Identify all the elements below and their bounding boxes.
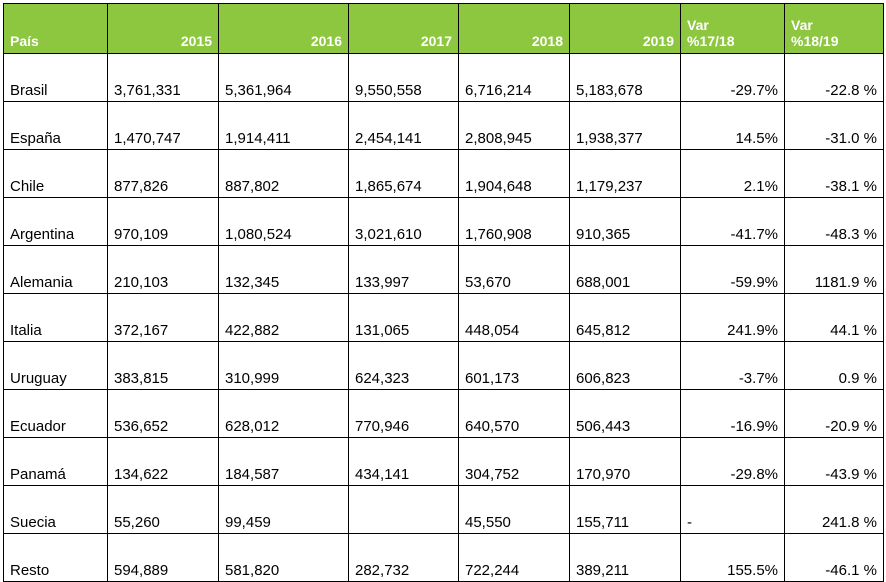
cell-value-2016: 422,882 — [219, 294, 349, 342]
cell-value-2015: 594,889 — [108, 534, 219, 582]
cell-value-2016: 887,802 — [219, 150, 349, 198]
cell-value-2018: 722,244 — [459, 534, 570, 582]
cell-var-17-18: -16.9% — [681, 390, 785, 438]
cell-var-17-18: 2.1% — [681, 150, 785, 198]
cell-var-18-19: -31.0 % — [785, 102, 884, 150]
cell-value-2019: 506,443 — [570, 390, 681, 438]
cell-var-18-19: -48.3 % — [785, 198, 884, 246]
cell-value-2018: 304,752 — [459, 438, 570, 486]
header-year-2018: 2018 — [459, 4, 570, 54]
cell-value-2016: 5,361,964 — [219, 54, 349, 102]
cell-country: Resto — [4, 534, 108, 582]
cell-var-18-19: -20.9 % — [785, 390, 884, 438]
cell-var-17-18: -59.9% — [681, 246, 785, 294]
cell-var-18-19: 0.9 % — [785, 342, 884, 390]
cell-value-2015: 383,815 — [108, 342, 219, 390]
cell-value-2019: 5,183,678 — [570, 54, 681, 102]
cell-country: Brasil — [4, 54, 108, 102]
cell-country: Panamá — [4, 438, 108, 486]
table-row — [4, 294, 884, 342]
cell-value-2017: 131,065 — [349, 294, 459, 342]
header-var-17-18-line2: %17/18 — [687, 33, 735, 49]
cell-value-2019: 389,211 — [570, 534, 681, 582]
cell-value-2015: 210,103 — [108, 246, 219, 294]
cell-value-2018: 1,904,648 — [459, 150, 570, 198]
cell-value-2019: 645,812 — [570, 294, 681, 342]
cell-value-2017: 9,550,558 — [349, 54, 459, 102]
header-var-18-19 — [785, 4, 884, 54]
cell-value-2017: 434,141 — [349, 438, 459, 486]
cell-value-2016: 310,999 — [219, 342, 349, 390]
table-row — [4, 198, 884, 246]
cell-value-2015: 877,826 — [108, 150, 219, 198]
cell-var-18-19: -46.1 % — [785, 534, 884, 582]
header-year-2019: 2019 — [570, 4, 681, 54]
cell-country: Italia — [4, 294, 108, 342]
cell-value-2015: 1,470,747 — [108, 102, 219, 150]
cell-value-2017: 2,454,141 — [349, 102, 459, 150]
header-var-18-19-line1: Var — [791, 17, 813, 33]
cell-value-2017: 1,865,674 — [349, 150, 459, 198]
header-var-18-19-line2: %18/19 — [791, 33, 839, 49]
table-row — [4, 486, 884, 534]
cell-value-2019: 910,365 — [570, 198, 681, 246]
cell-value-2018: 53,670 — [459, 246, 570, 294]
table-row — [4, 438, 884, 486]
cell-value-2019: 1,179,237 — [570, 150, 681, 198]
table-row — [4, 102, 884, 150]
cell-var-17-18: -3.7% — [681, 342, 785, 390]
cell-value-2016: 132,345 — [219, 246, 349, 294]
cell-country: Uruguay — [4, 342, 108, 390]
cell-value-2019: 688,001 — [570, 246, 681, 294]
cell-value-2016: 99,459 — [219, 486, 349, 534]
cell-value-2017: 770,946 — [349, 390, 459, 438]
cell-country: Chile — [4, 150, 108, 198]
cell-country: Argentina — [4, 198, 108, 246]
cell-country: Alemania — [4, 246, 108, 294]
cell-value-2019: 1,938,377 — [570, 102, 681, 150]
cell-var-17-18: -29.7% — [681, 54, 785, 102]
table-body — [4, 54, 884, 582]
cell-country: Ecuador — [4, 390, 108, 438]
header-year-2017: 2017 — [349, 4, 459, 54]
cell-var-17-18: 155.5% — [681, 534, 785, 582]
cell-value-2015: 134,622 — [108, 438, 219, 486]
cell-value-2015: 970,109 — [108, 198, 219, 246]
cell-var-17-18: 241.9% — [681, 294, 785, 342]
cell-var-17-18: -29.8% — [681, 438, 785, 486]
cell-value-2018: 45,550 — [459, 486, 570, 534]
table-row — [4, 342, 884, 390]
cell-var-18-19: 44.1 % — [785, 294, 884, 342]
cell-value-2017: 624,323 — [349, 342, 459, 390]
cell-value-2018: 2,808,945 — [459, 102, 570, 150]
cell-var-17-18: - — [681, 486, 785, 534]
cell-value-2016: 628,012 — [219, 390, 349, 438]
cell-var-18-19: -38.1 % — [785, 150, 884, 198]
cell-value-2015: 372,167 — [108, 294, 219, 342]
cell-value-2016: 184,587 — [219, 438, 349, 486]
cell-value-2018: 448,054 — [459, 294, 570, 342]
table-row — [4, 150, 884, 198]
cell-value-2018: 640,570 — [459, 390, 570, 438]
cell-value-2018: 6,716,214 — [459, 54, 570, 102]
cell-value-2017: 282,732 — [349, 534, 459, 582]
cell-var-17-18: -41.7% — [681, 198, 785, 246]
cell-var-18-19: -22.8 % — [785, 54, 884, 102]
cell-country: España — [4, 102, 108, 150]
cell-value-2017: 133,997 — [349, 246, 459, 294]
cell-var-18-19: 1181.9 % — [785, 246, 884, 294]
cell-value-2019: 606,823 — [570, 342, 681, 390]
cell-value-2019: 155,711 — [570, 486, 681, 534]
header-year-2015: 2015 — [108, 4, 219, 54]
cell-value-2019: 170,970 — [570, 438, 681, 486]
header-row — [4, 4, 884, 54]
cell-value-2016: 581,820 — [219, 534, 349, 582]
cell-value-2015: 55,260 — [108, 486, 219, 534]
table-row — [4, 534, 884, 582]
table-row — [4, 390, 884, 438]
cell-value-2015: 3,761,331 — [108, 54, 219, 102]
cell-value-2016: 1,914,411 — [219, 102, 349, 150]
cell-country: Suecia — [4, 486, 108, 534]
cell-value-2018: 1,760,908 — [459, 198, 570, 246]
header-year-2016: 2016 — [219, 4, 349, 54]
header-var-17-18 — [681, 4, 785, 54]
cell-value-2016: 1,080,524 — [219, 198, 349, 246]
cell-var-18-19: -43.9 % — [785, 438, 884, 486]
header-var-17-18-line1: Var — [687, 17, 709, 33]
table-row — [4, 246, 884, 294]
cell-var-17-18: 14.5% — [681, 102, 785, 150]
cell-value-2017: 3,021,610 — [349, 198, 459, 246]
cell-var-18-19: 241.8 % — [785, 486, 884, 534]
cell-value-2018: 601,173 — [459, 342, 570, 390]
cell-value-2017 — [349, 486, 459, 534]
cell-value-2015: 536,652 — [108, 390, 219, 438]
header-country: País — [4, 4, 108, 54]
data-table — [3, 3, 884, 582]
table-row — [4, 54, 884, 102]
